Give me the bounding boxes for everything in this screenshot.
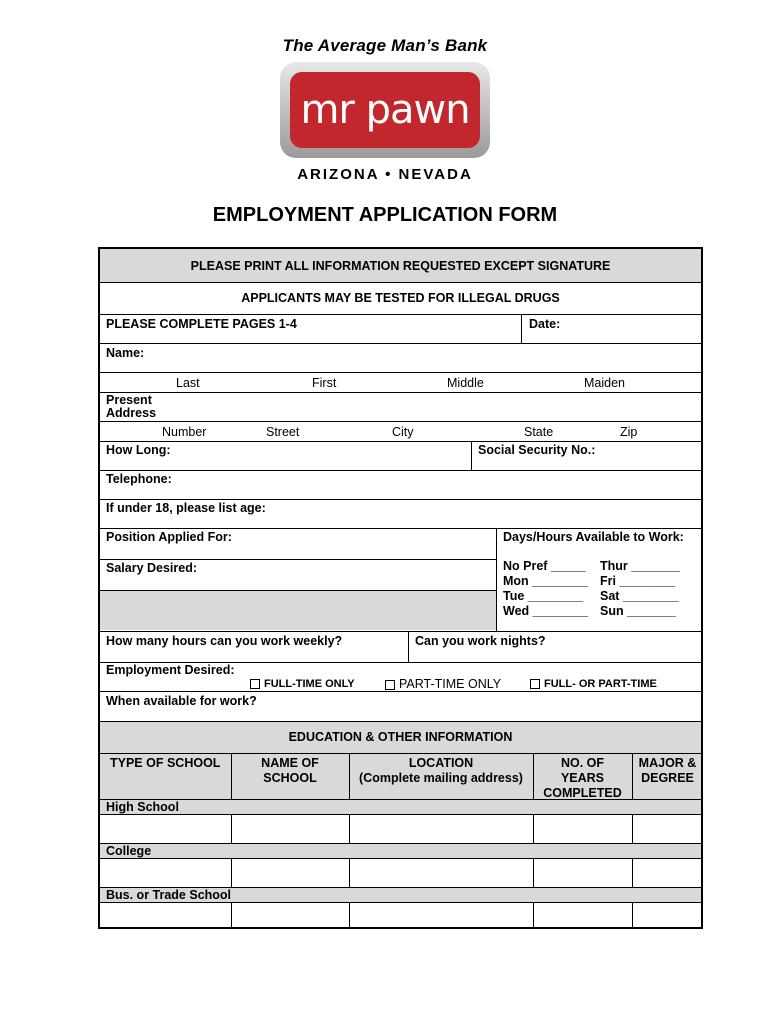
school-type-college: College [106,844,152,858]
day-sun: Sun _______ [600,604,676,618]
day-wed: Wed ________ [503,604,589,618]
logo-states: ARIZONA • NEVADA [297,166,473,183]
when-available-label: When available for work? [106,694,257,708]
school-type-trade: Bus. or Trade School [106,888,232,902]
col-years-completed: NO. OF YEARS COMPLETED [543,756,622,800]
days-hours-label: Days/Hours Available to Work: [503,530,684,544]
age-label: If under 18, please list age: [106,501,266,515]
print-notice: PLEASE PRINT ALL INFORMATION REQUESTED EXCEPT SIGNATURE [190,259,611,273]
employment-desired-label: Employment Desired: [106,663,235,677]
option-part-time-label: PART-TIME ONLY [399,677,502,691]
option-full-or-part-time-label: FULL- OR PART-TIME [544,678,657,690]
checkbox-icon[interactable] [250,679,260,689]
address-number: Number [162,425,207,439]
day-tue: Tue ________ [503,589,584,603]
address-zip: Zip [620,425,638,439]
page-title: EMPLOYMENT APPLICATION FORM [212,204,558,226]
brand-name: mr pawn [290,72,480,148]
drug-notice: APPLICANTS MAY BE TESTED FOR ILLEGAL DRUGS [241,291,560,305]
nights-label: Can you work nights? [415,634,546,648]
salary-gray-area [100,590,496,630]
name-label: Name: [106,346,145,360]
checkbox-icon[interactable] [385,680,395,690]
date-label: Date: [529,317,561,331]
col-name-of-school: NAME OF SCHOOL [261,756,319,785]
hours-weekly-label: How many hours can you work weekly? [106,634,343,648]
position-label: Position Applied For: [106,530,232,544]
high-school-band [100,799,701,814]
option-full-or-part-time[interactable] [530,678,657,690]
option-part-time[interactable] [385,677,501,691]
col-location: LOCATION (Complete mailing address) [359,756,523,785]
day-fri: Fri ________ [600,574,676,588]
name-maiden: Maiden [584,376,625,390]
name-middle: Middle [447,376,484,390]
education-header: EDUCATION & OTHER INFORMATION [288,730,513,744]
ssn-label: Social Security No.: [478,443,596,457]
telephone-label: Telephone: [106,472,172,486]
address-street: Street [266,425,300,439]
complete-pages-note: PLEASE COMPLETE PAGES 1-4 [106,317,297,331]
option-full-time[interactable] [250,678,355,690]
address-city: City [392,425,414,439]
company-logo [270,36,500,183]
col-major-degree: MAJOR & DEGREE [638,756,697,785]
salary-label: Salary Desired: [106,561,198,575]
school-type-high-school: High School [106,800,179,814]
col-type-of-school: TYPE OF SCHOOL [110,756,221,770]
college-band [100,843,701,858]
day-mon: Mon ________ [503,574,588,588]
address-state: State [524,425,554,439]
day-thur: Thur _______ [600,559,680,573]
name-first: First [312,376,337,390]
day-sat: Sat ________ [600,589,679,603]
logo-tagline: The Average Man’s Bank [282,36,488,55]
how-long-label: How Long: [106,443,171,457]
brand-badge [280,62,490,158]
name-last: Last [176,376,200,390]
option-full-time-label: FULL-TIME ONLY [264,678,355,690]
application-form [98,247,703,929]
day-no-pref: No Pref _____ [503,559,586,573]
checkbox-icon[interactable] [530,679,540,689]
present-address-label: Present Address [106,393,157,420]
